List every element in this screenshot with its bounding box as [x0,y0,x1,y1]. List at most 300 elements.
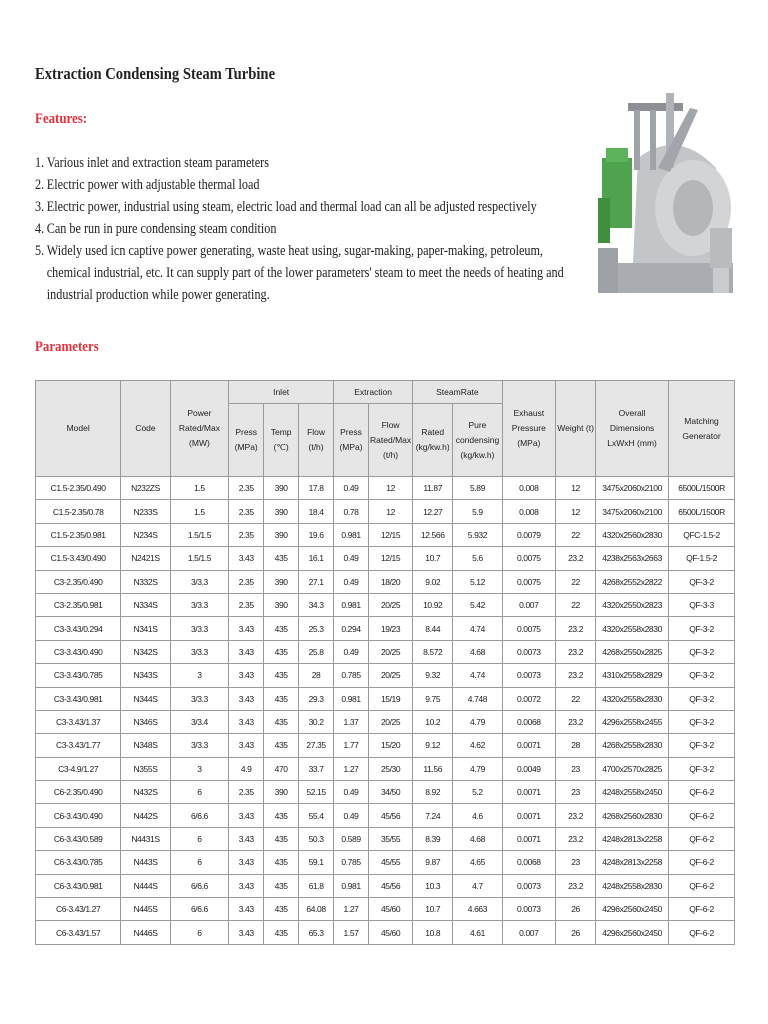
cell-model: C1.5-3.43/0.490 [36,547,121,570]
cell-inlet-flow: 16.1 [299,547,334,570]
cell-sr-rated: 10.7 [413,898,453,921]
cell-sr-rated: 11.87 [413,477,453,500]
table-row [36,547,735,570]
feature-number: 2. [35,177,45,193]
parameters-table [35,380,735,945]
cell-weight: 23.2 [556,804,596,827]
cell-generator: QF-3-2 [669,640,735,663]
cell-sr-pure: 5.42 [453,593,502,616]
cell-exhaust: 0.0071 [502,804,555,827]
col-header-inlet-temp: Temp (℃) [264,404,299,477]
cell-exhaust: 0.0071 [502,781,555,804]
cell-exhaust: 0.007 [502,921,555,944]
parameters-heading: Parameters [35,339,99,355]
cell-ext-flow: 18/20 [368,570,412,593]
cell-ext-flow: 45/55 [368,851,412,874]
table-row [36,757,735,780]
cell-generator: QF-6-2 [669,781,735,804]
cell-power: 3/3.3 [170,570,229,593]
cell-weight: 23.2 [556,827,596,850]
feature-item [35,196,568,218]
cell-weight: 23 [556,781,596,804]
cell-inlet-flow: 25.8 [299,640,334,663]
cell-dimensions: 4296x2560x2450 [596,921,669,944]
cell-ext-flow: 20/25 [368,593,412,616]
cell-inlet-flow: 25.3 [299,617,334,640]
cell-sr-pure: 4.7 [453,874,502,897]
cell-sr-rated: 10.7 [413,547,453,570]
cell-sr-rated: 8.44 [413,617,453,640]
cell-power: 3 [170,664,229,687]
cell-ext-flow: 12 [368,500,412,523]
cell-generator: QF-3-2 [669,710,735,733]
cell-code: N341S [121,617,170,640]
cell-inlet-temp: 435 [264,851,299,874]
cell-inlet-press: 2.35 [229,570,264,593]
feature-number: 4. [35,221,45,237]
cell-weight: 23.2 [556,640,596,663]
cell-inlet-flow: 29.3 [299,687,334,710]
cell-inlet-temp: 435 [264,687,299,710]
cell-generator: QF-3-2 [669,734,735,757]
cell-dimensions: 4268x2550x2825 [596,640,669,663]
cell-ext-press: 0.49 [334,477,369,500]
cell-model: C6-2.35/0.490 [36,781,121,804]
cell-inlet-temp: 390 [264,523,299,546]
cell-inlet-temp: 390 [264,781,299,804]
cell-weight: 23 [556,757,596,780]
cell-code: N232ZS [121,477,170,500]
cell-power: 1.5/1.5 [170,523,229,546]
cell-generator: QF-3-2 [669,617,735,640]
cell-ext-press: 0.589 [334,827,369,850]
cell-sr-rated: 9.87 [413,851,453,874]
steam-turbine-image [598,88,736,300]
cell-dimensions: 4248x2813x2258 [596,851,669,874]
cell-ext-press: 1.77 [334,734,369,757]
cell-inlet-press: 3.43 [229,898,264,921]
cell-sr-pure: 4.663 [453,898,502,921]
cell-sr-pure: 4.61 [453,921,502,944]
cell-sr-pure: 5.932 [453,523,502,546]
table-row [36,687,735,710]
cell-exhaust: 0.0071 [502,734,555,757]
cell-sr-pure: 5.6 [453,547,502,570]
cell-sr-pure: 4.62 [453,734,502,757]
cell-inlet-temp: 435 [264,547,299,570]
cell-inlet-flow: 65.3 [299,921,334,944]
cell-weight: 23 [556,851,596,874]
cell-exhaust: 0.0068 [502,710,555,733]
feature-text: Electric power, industrial using steam, electric load and thermal load can all be adjusted respectively [46,199,537,215]
cell-inlet-flow: 52.15 [299,781,334,804]
cell-sr-pure: 4.79 [453,757,502,780]
cell-exhaust: 0.0075 [502,547,555,570]
feature-item [35,240,568,306]
feature-item [35,174,568,196]
cell-exhaust: 0.008 [502,500,555,523]
feature-text: Various inlet and extraction steam parameters [46,155,269,171]
cell-model: C6-3.43/0.981 [36,874,121,897]
cell-ext-press: 0.981 [334,687,369,710]
cell-ext-press: 0.981 [334,874,369,897]
cell-model: C3-3.43/0.981 [36,687,121,710]
cell-power: 1.5/1.5 [170,547,229,570]
cell-inlet-flow: 28 [299,664,334,687]
cell-sr-pure: 4.68 [453,640,502,663]
cell-inlet-press: 3.43 [229,664,264,687]
cell-ext-flow: 45/60 [368,898,412,921]
cell-power: 6/6.6 [170,804,229,827]
table-row [36,477,735,500]
cell-inlet-temp: 435 [264,617,299,640]
col-header-weight: Weight (t) [556,381,596,477]
features-heading: Features: [35,111,88,127]
cell-power: 6 [170,921,229,944]
cell-dimensions: 4700x2570x2825 [596,757,669,780]
table-row [36,851,735,874]
cell-ext-press: 0.785 [334,664,369,687]
feature-text: Electric power with adjustable thermal load [46,177,260,193]
cell-sr-rated: 7.24 [413,804,453,827]
cell-sr-rated: 9.02 [413,570,453,593]
cell-generator: QF-3-2 [669,570,735,593]
cell-dimensions: 4238x2563x2663 [596,547,669,570]
cell-weight: 28 [556,734,596,757]
cell-sr-pure: 4.68 [453,827,502,850]
col-header-sr-pure: Pure condensing (kg/kw.h) [453,404,502,477]
cell-dimensions: 4248x2558x2830 [596,874,669,897]
cell-model: C1.5-2.35/0.490 [36,477,121,500]
cell-dimensions: 4268x2558x2830 [596,734,669,757]
cell-code: N355S [121,757,170,780]
cell-inlet-temp: 435 [264,804,299,827]
cell-power: 3 [170,757,229,780]
cell-dimensions: 4248x2558x2450 [596,781,669,804]
col-header-ext-press: Press (MPa) [334,404,369,477]
cell-weight: 23.2 [556,710,596,733]
col-header-power: Power Rated/Max (MW) [170,381,229,477]
cell-inlet-temp: 435 [264,710,299,733]
cell-ext-press: 0.981 [334,593,369,616]
cell-model: C6-3.43/1.27 [36,898,121,921]
cell-code: N445S [121,898,170,921]
cell-ext-press: 1.27 [334,898,369,921]
col-header-inlet-press: Press (MPa) [229,404,264,477]
cell-power: 3/3.3 [170,687,229,710]
cell-code: N446S [121,921,170,944]
col-header-inlet-flow: Flow (t/h) [299,404,334,477]
cell-weight: 22 [556,687,596,710]
cell-inlet-flow: 61.8 [299,874,334,897]
cell-dimensions: 4296x2558x2455 [596,710,669,733]
cell-dimensions: 4296x2560x2450 [596,898,669,921]
cell-power: 6 [170,851,229,874]
cell-generator: QF-3-2 [669,664,735,687]
cell-model: C3-3.43/0.490 [36,640,121,663]
cell-model: C6-3.43/0.785 [36,851,121,874]
cell-model: C6-3.43/0.589 [36,827,121,850]
cell-sr-rated: 9.12 [413,734,453,757]
cell-ext-press: 0.49 [334,570,369,593]
cell-sr-pure: 4.74 [453,664,502,687]
cell-ext-flow: 35/55 [368,827,412,850]
cell-ext-flow: 20/25 [368,664,412,687]
cell-inlet-press: 3.43 [229,827,264,850]
cell-ext-flow: 20/25 [368,710,412,733]
table-row [36,781,735,804]
cell-exhaust: 0.0075 [502,617,555,640]
feature-item [35,218,568,240]
cell-ext-flow: 15/19 [368,687,412,710]
cell-inlet-press: 4.9 [229,757,264,780]
cell-inlet-flow: 50.3 [299,827,334,850]
cell-weight: 23.2 [556,874,596,897]
cell-exhaust: 0.008 [502,477,555,500]
cell-ext-flow: 12 [368,477,412,500]
table-header-row [36,381,735,404]
cell-exhaust: 0.0072 [502,687,555,710]
cell-power: 1.5 [170,477,229,500]
cell-ext-press: 0.785 [334,851,369,874]
cell-inlet-temp: 390 [264,477,299,500]
cell-inlet-temp: 390 [264,570,299,593]
cell-sr-rated: 10.8 [413,921,453,944]
cell-inlet-press: 3.43 [229,710,264,733]
cell-code: N344S [121,687,170,710]
cell-sr-rated: 12.27 [413,500,453,523]
cell-model: C3-3.43/1.37 [36,710,121,733]
cell-model: C6-3.43/1.57 [36,921,121,944]
cell-power: 3/3.3 [170,734,229,757]
cell-inlet-press: 3.43 [229,851,264,874]
cell-exhaust: 0.0079 [502,523,555,546]
cell-inlet-flow: 18.4 [299,500,334,523]
cell-weight: 26 [556,921,596,944]
cell-sr-rated: 10.3 [413,874,453,897]
cell-sr-pure: 4.74 [453,617,502,640]
cell-inlet-temp: 435 [264,827,299,850]
cell-sr-rated: 9.75 [413,687,453,710]
cell-inlet-temp: 435 [264,874,299,897]
cell-exhaust: 0.0073 [502,874,555,897]
cell-code: N334S [121,593,170,616]
cell-sr-rated: 11.56 [413,757,453,780]
cell-inlet-press: 2.35 [229,500,264,523]
cell-inlet-press: 3.43 [229,547,264,570]
table-row [36,617,735,640]
cell-ext-flow: 20/25 [368,640,412,663]
col-header-generator: Matching Generator [669,381,735,477]
cell-ext-press: 0.49 [334,781,369,804]
feature-item [35,152,568,174]
cell-generator: QF-6-2 [669,898,735,921]
feature-number: 5. [35,243,45,259]
cell-dimensions: 3475x2060x2100 [596,500,669,523]
cell-inlet-press: 3.43 [229,687,264,710]
cell-power: 6 [170,827,229,850]
cell-inlet-press: 2.35 [229,781,264,804]
col-header-extraction: Extraction [334,381,413,404]
cell-sr-rated: 9.32 [413,664,453,687]
feature-number: 3. [35,199,45,215]
cell-inlet-flow: 59.1 [299,851,334,874]
cell-sr-rated: 12.566 [413,523,453,546]
cell-weight: 12 [556,500,596,523]
cell-ext-flow: 12/15 [368,523,412,546]
cell-ext-flow: 34/50 [368,781,412,804]
col-header-dimensions: Overall Dimensions LxWxH (mm) [596,381,669,477]
cell-dimensions: 3475x2060x2100 [596,477,669,500]
cell-generator: QF-6-2 [669,921,735,944]
cell-code: N4431S [121,827,170,850]
cell-code: N343S [121,664,170,687]
cell-inlet-press: 3.43 [229,640,264,663]
cell-inlet-flow: 27.35 [299,734,334,757]
cell-code: N442S [121,804,170,827]
feature-text: Can be run in pure condensing steam condition [46,221,277,237]
cell-exhaust: 0.0049 [502,757,555,780]
cell-exhaust: 0.0075 [502,570,555,593]
table-row [36,874,735,897]
cell-sr-rated: 10.92 [413,593,453,616]
cell-generator: QF-6-2 [669,827,735,850]
cell-inlet-press: 2.35 [229,477,264,500]
cell-dimensions: 4310x2558x2829 [596,664,669,687]
cell-ext-flow: 15/20 [368,734,412,757]
cell-generator: 6500L/1500R [669,500,735,523]
cell-dimensions: 4268x2552x2822 [596,570,669,593]
cell-inlet-press: 3.43 [229,921,264,944]
table-row [36,734,735,757]
cell-power: 6/6.6 [170,898,229,921]
cell-ext-flow: 19/23 [368,617,412,640]
cell-inlet-press: 3.43 [229,617,264,640]
feature-number: 1. [35,155,45,171]
cell-power: 3/3.3 [170,593,229,616]
cell-generator: QF-3-3 [669,593,735,616]
cell-sr-rated: 10.2 [413,710,453,733]
col-header-model: Model [36,381,121,477]
cell-ext-press: 0.49 [334,547,369,570]
table-row [36,921,735,944]
cell-model: C3-3.43/0.785 [36,664,121,687]
col-header-code: Code [121,381,170,477]
cell-model: C1.5-2.35/0.78 [36,500,121,523]
table-body [36,477,735,945]
cell-code: N348S [121,734,170,757]
cell-inlet-flow: 19.6 [299,523,334,546]
cell-inlet-temp: 435 [264,898,299,921]
cell-inlet-press: 2.35 [229,593,264,616]
cell-generator: 6500L/1500R [669,477,735,500]
cell-ext-press: 0.78 [334,500,369,523]
cell-generator: QF-3-2 [669,687,735,710]
cell-ext-press: 1.27 [334,757,369,780]
col-header-exhaust: Exhaust Pressure (MPa) [502,381,555,477]
cell-code: N2421S [121,547,170,570]
cell-generator: QF-3-2 [669,757,735,780]
cell-inlet-press: 3.43 [229,734,264,757]
page-title: Extraction Condensing Steam Turbine [35,64,276,83]
cell-power: 3/3.3 [170,617,229,640]
cell-model: C3-3.43/1.77 [36,734,121,757]
cell-code: N346S [121,710,170,733]
cell-power: 3/3.4 [170,710,229,733]
cell-sr-rated: 8.39 [413,827,453,850]
cell-inlet-temp: 435 [264,734,299,757]
cell-model: C3-3.43/0.294 [36,617,121,640]
cell-inlet-flow: 34.3 [299,593,334,616]
col-header-sr-rated: Rated (kg/kw.h) [413,404,453,477]
cell-inlet-flow: 17.8 [299,477,334,500]
cell-inlet-flow: 55.4 [299,804,334,827]
cell-dimensions: 4320x2560x2830 [596,523,669,546]
cell-ext-press: 0.294 [334,617,369,640]
col-header-steamrate: SteamRate [413,381,502,404]
cell-generator: QF-6-2 [669,874,735,897]
cell-inlet-flow: 27.1 [299,570,334,593]
cell-inlet-flow: 64.08 [299,898,334,921]
table-row [36,710,735,733]
cell-exhaust: 0.0068 [502,851,555,874]
cell-ext-press: 0.49 [334,640,369,663]
cell-inlet-temp: 435 [264,664,299,687]
cell-code: N233S [121,500,170,523]
cell-sr-pure: 5.9 [453,500,502,523]
cell-ext-flow: 45/56 [368,874,412,897]
cell-power: 6/6.6 [170,874,229,897]
cell-generator: QF-6-2 [669,851,735,874]
cell-model: C3-2.35/0.490 [36,570,121,593]
cell-weight: 22 [556,570,596,593]
cell-weight: 26 [556,898,596,921]
cell-generator: QF-6-2 [669,804,735,827]
cell-dimensions: 4248x2813x2258 [596,827,669,850]
cell-inlet-temp: 470 [264,757,299,780]
cell-weight: 23.2 [556,547,596,570]
cell-exhaust: 0.0073 [502,664,555,687]
cell-dimensions: 4320x2558x2830 [596,617,669,640]
table-row [36,593,735,616]
cell-sr-rated: 8.92 [413,781,453,804]
cell-sr-pure: 5.2 [453,781,502,804]
table-row [36,640,735,663]
cell-sr-rated: 8.572 [413,640,453,663]
cell-dimensions: 4268x2560x2830 [596,804,669,827]
cell-inlet-temp: 390 [264,500,299,523]
col-header-ext-flow: Flow Rated/Max (t/h) [368,404,412,477]
cell-ext-flow: 45/60 [368,921,412,944]
col-header-inlet: Inlet [229,381,334,404]
cell-inlet-press: 3.43 [229,804,264,827]
cell-sr-pure: 4.79 [453,710,502,733]
cell-sr-pure: 4.748 [453,687,502,710]
cell-sr-pure: 5.89 [453,477,502,500]
cell-exhaust: 0.0073 [502,640,555,663]
table-row [36,898,735,921]
table-row [36,500,735,523]
cell-exhaust: 0.0071 [502,827,555,850]
cell-generator: QFC-1.5-2 [669,523,735,546]
cell-ext-flow: 12/15 [368,547,412,570]
cell-sr-pure: 4.6 [453,804,502,827]
cell-model: C3-2.35/0.981 [36,593,121,616]
cell-model: C1.5-2.35/0.981 [36,523,121,546]
cell-ext-press: 1.37 [334,710,369,733]
cell-code: N444S [121,874,170,897]
cell-inlet-temp: 435 [264,921,299,944]
